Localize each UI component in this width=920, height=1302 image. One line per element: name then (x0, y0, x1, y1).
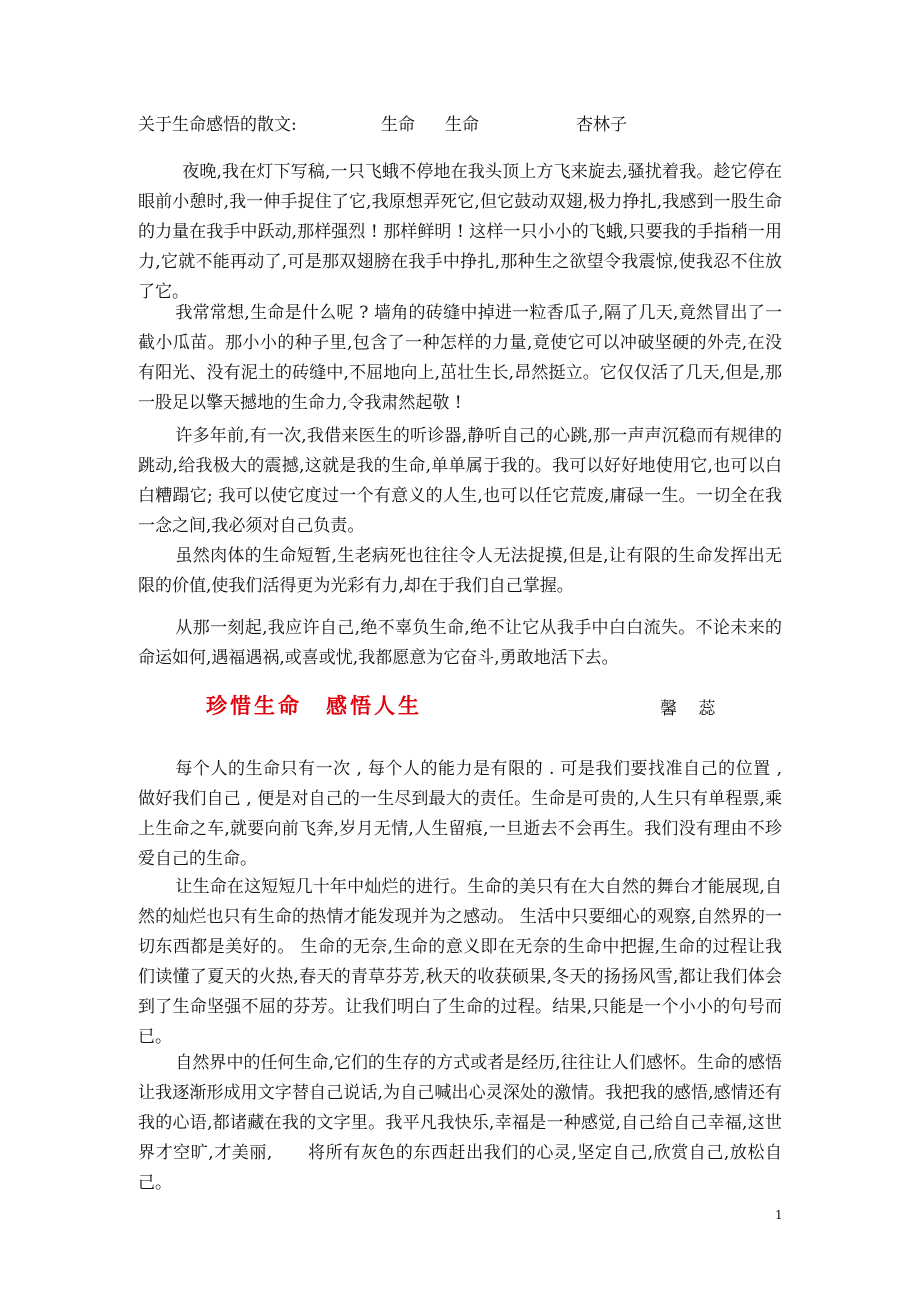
title-word-1: 生命 (381, 115, 415, 135)
essay1-paragraph: 我常常想,生命是什么呢 ? 墙角的砖缝中掉进一粒香瓜子,隔了几天,竟然冒出了一截小瓜苗。那小小的种子里,包含了一种怎样的力量,竟使它可以冲破坚硬的外壳,在没有阳光、没有泥土的砖缝中,不屈地向上,茁壮生长,昂然挺立。它仅仅活了几天,但是,那一股足以擎天撼地的生命力,令我肃然起敬 ! (138, 303, 782, 413)
essay2-paragraph: 让生命在这短短几十年中灿烂的进行。生命的美只有在大自然的舞台才能展现,自然的灿烂也只有生命的热情才能发现并为之感动。 生活中只要细心的观察,自然界的一切东西都是美好的。 生命的无奈,生命的意义即在无奈的生命中把握,生命的过程让我们读懂了夏天的火热,春天的青草芬芳,秋天的收获硕果,冬天的扬扬风雪,都让我们体会到了生命坚强不屈的芬芳。让我们明白了生命的过程。结果,只能是一个小小的句号而已。 (138, 877, 782, 1047)
essay2-paragraph: 每个人的生命只有一次 , 每个人的能力是有限的 . 可是我们要找准自己的位置 , 做好我们自己 , 便是对自己的一生尽到最大的责任。生命是可贵的,人生只有单程票,乘上生命之车,就要向前飞奔,岁月无情,人生留痕,一旦逝去不会再生。我们没有理由不珍爱自己的生命。 (138, 759, 782, 869)
essay1-paragraph: 虽然肉体的生命短暂,生老病死也往往令人无法捉摸,但是,让有限的生命发挥出无限的价值,使我们活得更为光彩有力,却在于我们自己掌握。 (138, 546, 782, 596)
header-intro: 关于生命感悟的散文: (138, 115, 297, 135)
essay1-paragraph: 许多年前,有一次,我借来医生的听诊器,静听自己的心跳,那一声声沉稳而有规律的跳动,给我极大的震撼,这就是我的生命,单单属于我的。我可以好好地使用它,也可以白白糟蹋它; 我可以使它度过一个有意义的人生,也可以任它荒废,庸碌一生。一切全在我一念之间,我必须对自己负责。 (138, 426, 782, 536)
essay2-paragraph: 自然界中的任何生命,它们的生存的方式或者是经历,往往让人们感怀。生命的感悟让我逐渐形成用文字替自己说话,为自己喊出心灵深处的激情。我把我的感悟,感情还有我的心语,都诸藏在我的文字里。我平凡我快乐,幸福是一种感觉,自己给自己幸福,这世界才空旷,才美丽, 将所有灰色的东西赶出我们的心灵,坚定自己,欣赏自己,放松自己。 (138, 1053, 782, 1193)
essay1-author: 杏林子 (576, 115, 627, 135)
essay2-author: 馨 蕊 (660, 699, 724, 719)
title-word-2: 生命 (445, 115, 479, 135)
page-number: 1 (775, 1208, 783, 1222)
essay1-paragraph: 夜晚,我在灯下写稿,一只飞蛾不停地在我头顶上方飞来旋去,骚扰着我。趁它停在眼前小憩时,我一伸手捉住了它,我原想弄死它,但它鼓动双翅,极力挣扎,我感到一股生命的力量在我手中跃动,那样强烈 ! 那样鲜明 ! 这样一只小小的飞蛾,只要我的手指稍一用力,它就不能再动了,可是那双翅膀在我手中挣扎,那种生之欲望令我震惊,使我忍不住放了它。 (138, 162, 782, 302)
essay2-title: 珍惜生命 感悟人生 (206, 693, 422, 718)
essay1-paragraph: 从那一刻起,我应许自己,绝不辜负生命,绝不让它从我手中白白流失。不论未来的命运如何,遇福遇祸,或喜或忧,我都愿意为它奋斗,勇敢地活下去。 (138, 618, 782, 668)
